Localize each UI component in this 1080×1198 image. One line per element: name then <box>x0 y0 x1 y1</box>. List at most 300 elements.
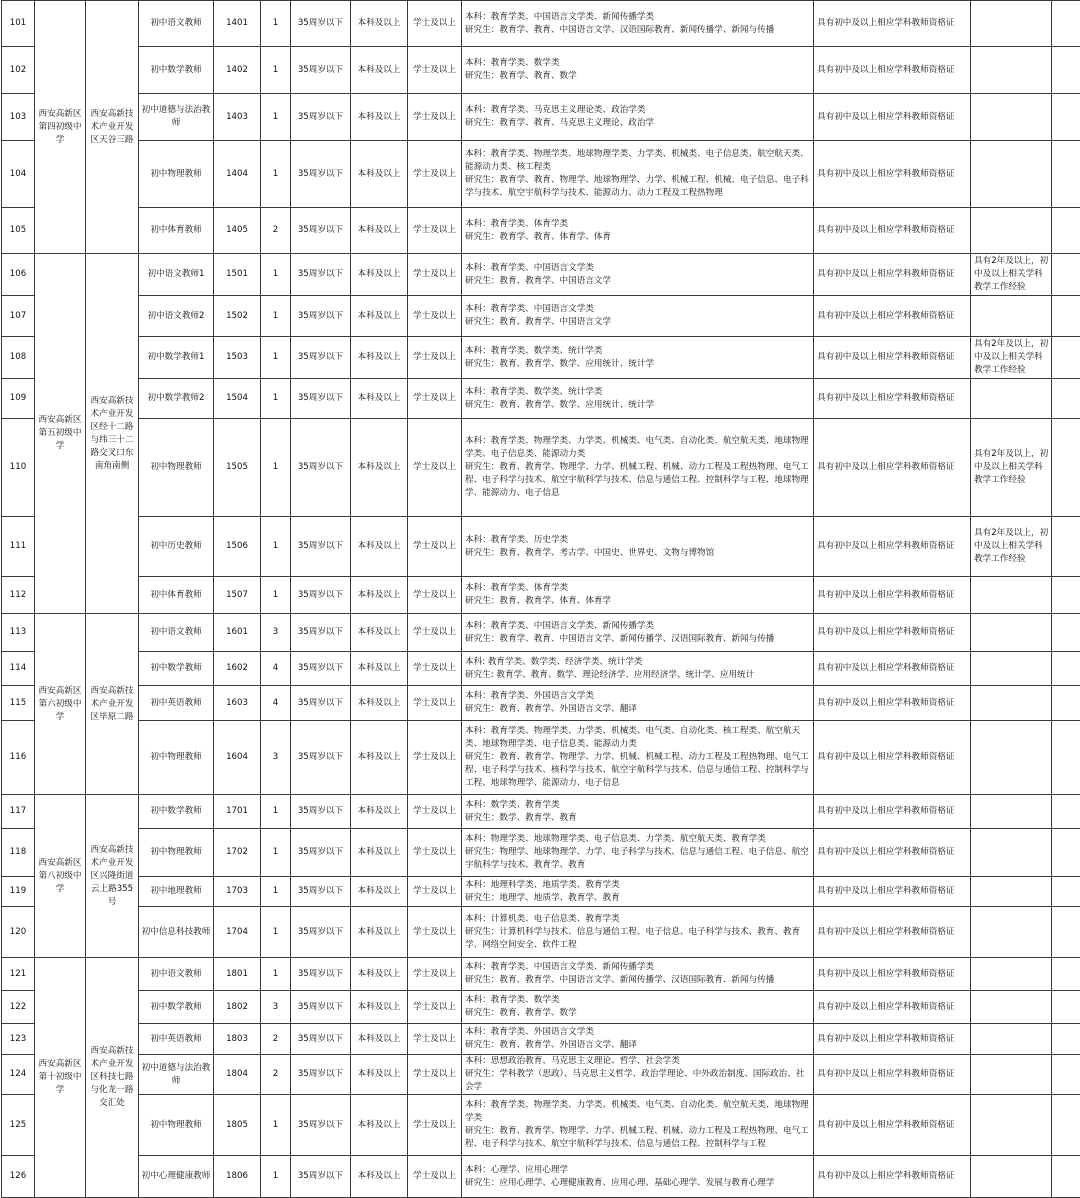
age-requirement: 35周岁以下 <box>291 1055 351 1095</box>
other-requirement <box>971 208 1052 254</box>
table-row <box>2 721 1080 795</box>
row-number: 120 <box>2 907 35 958</box>
major-requirement: 本科：教育学类、数学类 研究生：教育、教育学、数学 <box>462 991 814 1024</box>
major-requirement: 本科：地理科学类、地质学类、教育学类 研究生：地理学、地质学、教育学、教育 <box>462 877 814 907</box>
major-requirement: 本科：物理学类、地球物理学类、电子信息类、力学类、航空航天类、教育学类 研究生：物理学、地球物理学、力学、电子科学与技术、信息与通信工程、电子信息、航空宇航科学与技术、教育学、教育 <box>462 829 814 877</box>
education-requirement: 本科及以上 <box>351 991 408 1024</box>
certificate-requirement: 具有初中及以上相应学科教师资格证 <box>814 1 971 47</box>
degree-requirement: 学士及以上 <box>408 795 462 829</box>
hire-count: 1 <box>261 577 291 614</box>
age-requirement: 35周岁以下 <box>291 958 351 991</box>
position-name: 初中物理教师 <box>139 1095 214 1156</box>
table-row <box>2 517 1080 577</box>
row-number: 121 <box>2 958 35 991</box>
education-requirement: 本科及以上 <box>351 614 408 652</box>
degree-requirement: 学士及以上 <box>408 419 462 517</box>
hire-count: 1 <box>261 379 291 419</box>
degree-requirement: 学士及以上 <box>408 877 462 907</box>
position-code: 1604 <box>214 721 261 795</box>
age-requirement: 35周岁以下 <box>291 652 351 686</box>
recruitment-table <box>1 0 1080 1198</box>
remark-cell <box>1052 296 1080 337</box>
education-requirement: 本科及以上 <box>351 1095 408 1156</box>
education-requirement: 本科及以上 <box>351 94 408 141</box>
education-requirement: 本科及以上 <box>351 652 408 686</box>
remark-cell <box>1052 94 1080 141</box>
remark-cell <box>1052 141 1080 208</box>
table-row <box>2 94 1080 141</box>
remark-cell <box>1052 958 1080 991</box>
table-row <box>2 208 1080 254</box>
school-name: 西安高新区第十初级中学 <box>35 958 86 1198</box>
remark-cell <box>1052 1024 1080 1055</box>
remark-cell <box>1052 1055 1080 1095</box>
certificate-requirement: 具有初中及以上相应学科教师资格证 <box>814 1095 971 1156</box>
hire-count: 1 <box>261 795 291 829</box>
degree-requirement: 学士及以上 <box>408 517 462 577</box>
degree-requirement: 学士及以上 <box>408 1095 462 1156</box>
degree-requirement: 学士及以上 <box>408 254 462 296</box>
position-code: 1507 <box>214 577 261 614</box>
age-requirement: 35周岁以下 <box>291 419 351 517</box>
table-row <box>2 614 1080 652</box>
other-requirement <box>971 141 1052 208</box>
position-code: 1602 <box>214 652 261 686</box>
position-code: 1402 <box>214 47 261 94</box>
hire-count: 1 <box>261 907 291 958</box>
position-name: 初中数学教师 <box>139 652 214 686</box>
major-requirement: 本科：教育学类、体育学类 研究生：教育学、教育、体育学、体育 <box>462 208 814 254</box>
hire-count: 2 <box>261 1024 291 1055</box>
position-code: 1702 <box>214 829 261 877</box>
school-address: 西安高新技术产业开发区天谷三路 <box>86 1 139 254</box>
row-number: 109 <box>2 379 35 419</box>
hire-count: 1 <box>261 141 291 208</box>
education-requirement: 本科及以上 <box>351 296 408 337</box>
table-row <box>2 1024 1080 1055</box>
education-requirement: 本科及以上 <box>351 379 408 419</box>
degree-requirement: 学士及以上 <box>408 1055 462 1095</box>
table-row <box>2 907 1080 958</box>
education-requirement: 本科及以上 <box>351 958 408 991</box>
age-requirement: 35周岁以下 <box>291 721 351 795</box>
major-requirement: 本科：教育学类、中国语言文学类、新闻传播学类 研究生：教育学、教育、中国语言文学、汉语国际教育、新闻传播学、新闻与传播 <box>462 1 814 47</box>
other-requirement <box>971 686 1052 721</box>
hire-count: 2 <box>261 1055 291 1095</box>
remark-cell <box>1052 1156 1080 1198</box>
degree-requirement: 学士及以上 <box>408 94 462 141</box>
major-requirement: 本科：教育学类、中国语言文学类、新闻传播学类 研究生：教育学、教育、中国语言文学、新闻传播学、汉语国际教育、新闻与传播 <box>462 614 814 652</box>
table-row <box>2 1055 1080 1095</box>
position-code: 1704 <box>214 907 261 958</box>
certificate-requirement: 具有初中及以上相应学科教师资格证 <box>814 829 971 877</box>
other-requirement <box>971 795 1052 829</box>
position-code: 1603 <box>214 686 261 721</box>
remark-cell <box>1052 47 1080 94</box>
education-requirement: 本科及以上 <box>351 47 408 94</box>
certificate-requirement: 具有初中及以上相应学科教师资格证 <box>814 208 971 254</box>
table-row <box>2 141 1080 208</box>
position-name: 初中物理教师 <box>139 141 214 208</box>
education-requirement: 本科及以上 <box>351 829 408 877</box>
position-name: 初中历史教师 <box>139 517 214 577</box>
age-requirement: 35周岁以下 <box>291 296 351 337</box>
certificate-requirement: 具有初中及以上相应学科教师资格证 <box>814 907 971 958</box>
major-requirement: 本科：教育学类、中国语言文学类 研究生：教育、教育学、中国语言文学 <box>462 254 814 296</box>
education-requirement: 本科及以上 <box>351 1156 408 1198</box>
age-requirement: 35周岁以下 <box>291 686 351 721</box>
position-name: 初中物理教师 <box>139 419 214 517</box>
certificate-requirement: 具有初中及以上相应学科教师资格证 <box>814 141 971 208</box>
position-code: 1801 <box>214 958 261 991</box>
remark-cell <box>1052 614 1080 652</box>
position-code: 1403 <box>214 94 261 141</box>
major-requirement: 本科：教育学类、物理学类、力学类、机械类、电气类、自动化类、航空航天类、地球物理学类 研究生：教育、教育学、物理学、力学、机械工程、机械、动力工程及工程热物理、电气工程、电子科学与技术、航空宇航科学与技术、信息与通信工程、控制科学与工程 <box>462 1095 814 1156</box>
row-number: 113 <box>2 614 35 652</box>
education-requirement: 本科及以上 <box>351 208 408 254</box>
remark-cell <box>1052 877 1080 907</box>
table-row <box>2 1156 1080 1198</box>
education-requirement: 本科及以上 <box>351 1 408 47</box>
school-name: 西安高新区第八初级中学 <box>35 795 86 958</box>
degree-requirement: 学士及以上 <box>408 1156 462 1198</box>
position-name: 初中语文教师 <box>139 958 214 991</box>
row-number: 114 <box>2 652 35 686</box>
education-requirement: 本科及以上 <box>351 877 408 907</box>
certificate-requirement: 具有初中及以上相应学科教师资格证 <box>814 686 971 721</box>
position-name: 初中数学教师2 <box>139 379 214 419</box>
other-requirement: 具有2年及以上，初中及以上相关学科教学工作经验 <box>971 337 1052 379</box>
hire-count: 1 <box>261 47 291 94</box>
age-requirement: 35周岁以下 <box>291 94 351 141</box>
certificate-requirement: 具有初中及以上相应学科教师资格证 <box>814 721 971 795</box>
age-requirement: 35周岁以下 <box>291 517 351 577</box>
position-code: 1804 <box>214 1055 261 1095</box>
certificate-requirement: 具有初中及以上相应学科教师资格证 <box>814 337 971 379</box>
position-name: 初中英语教师 <box>139 686 214 721</box>
hire-count: 1 <box>261 419 291 517</box>
other-requirement <box>971 94 1052 141</box>
row-number: 107 <box>2 296 35 337</box>
education-requirement: 本科及以上 <box>351 907 408 958</box>
hire-count: 1 <box>261 1095 291 1156</box>
age-requirement: 35周岁以下 <box>291 877 351 907</box>
age-requirement: 35周岁以下 <box>291 1095 351 1156</box>
degree-requirement: 学士及以上 <box>408 991 462 1024</box>
other-requirement <box>971 652 1052 686</box>
position-name: 初中体育教师 <box>139 577 214 614</box>
table-row <box>2 958 1080 991</box>
hire-count: 1 <box>261 1156 291 1198</box>
position-code: 1601 <box>214 614 261 652</box>
major-requirement: 本科：心理学、应用心理学 研究生：应用心理学、心理健康教育、应用心理、基础心理学、发展与教育心理学 <box>462 1156 814 1198</box>
other-requirement <box>971 1156 1052 1198</box>
position-code: 1501 <box>214 254 261 296</box>
position-code: 1502 <box>214 296 261 337</box>
table-row <box>2 686 1080 721</box>
certificate-requirement: 具有初中及以上相应学科教师资格证 <box>814 379 971 419</box>
age-requirement: 35周岁以下 <box>291 1024 351 1055</box>
hire-count: 2 <box>261 208 291 254</box>
position-code: 1504 <box>214 379 261 419</box>
degree-requirement: 学士及以上 <box>408 577 462 614</box>
table-row <box>2 829 1080 877</box>
major-requirement: 本科：教育学类、数学类 研究生：教育学、教育、数学 <box>462 47 814 94</box>
other-requirement <box>971 614 1052 652</box>
remark-cell <box>1052 795 1080 829</box>
row-number: 125 <box>2 1095 35 1156</box>
degree-requirement: 学士及以上 <box>408 379 462 419</box>
row-number: 102 <box>2 47 35 94</box>
major-requirement: 本科：教育学类、外国语言文学类 研究生：教育、教育学、外国语言文学、翻译 <box>462 1024 814 1055</box>
hire-count: 1 <box>261 337 291 379</box>
row-number: 106 <box>2 254 35 296</box>
row-number: 101 <box>2 1 35 47</box>
remark-cell <box>1052 254 1080 296</box>
position-name: 初中语文教师 <box>139 614 214 652</box>
certificate-requirement: 具有初中及以上相应学科教师资格证 <box>814 877 971 907</box>
degree-requirement: 学士及以上 <box>408 141 462 208</box>
position-name: 初中体育教师 <box>139 208 214 254</box>
other-requirement <box>971 829 1052 877</box>
hire-count: 3 <box>261 991 291 1024</box>
age-requirement: 35周岁以下 <box>291 577 351 614</box>
age-requirement: 35周岁以下 <box>291 795 351 829</box>
certificate-requirement: 具有初中及以上相应学科教师资格证 <box>814 296 971 337</box>
school-name: 西安高新区第五初级中学 <box>35 254 86 614</box>
hire-count: 4 <box>261 652 291 686</box>
row-number: 117 <box>2 795 35 829</box>
degree-requirement: 学士及以上 <box>408 47 462 94</box>
row-number: 104 <box>2 141 35 208</box>
education-requirement: 本科及以上 <box>351 721 408 795</box>
hire-count: 1 <box>261 517 291 577</box>
certificate-requirement: 具有初中及以上相应学科教师资格证 <box>814 419 971 517</box>
age-requirement: 35周岁以下 <box>291 1 351 47</box>
row-number: 123 <box>2 1024 35 1055</box>
position-code: 1703 <box>214 877 261 907</box>
remark-cell <box>1052 208 1080 254</box>
position-name: 初中数学教师1 <box>139 337 214 379</box>
hire-count: 3 <box>261 614 291 652</box>
hire-count: 4 <box>261 686 291 721</box>
row-number: 111 <box>2 517 35 577</box>
degree-requirement: 学士及以上 <box>408 1 462 47</box>
position-code: 1503 <box>214 337 261 379</box>
degree-requirement: 学士及以上 <box>408 907 462 958</box>
age-requirement: 35周岁以下 <box>291 829 351 877</box>
hire-count: 1 <box>261 254 291 296</box>
table-row <box>2 254 1080 296</box>
other-requirement <box>971 991 1052 1024</box>
age-requirement: 35周岁以下 <box>291 141 351 208</box>
position-name: 初中地理教师 <box>139 877 214 907</box>
major-requirement: 本科：思想政治教育、马克思主义理论、哲学、社会学类 研究生：学科教学（思政）、马克思主义哲学、政治学理论、中外政治制度、国际政治、社会学 <box>462 1055 814 1095</box>
position-code: 1401 <box>214 1 261 47</box>
education-requirement: 本科及以上 <box>351 1055 408 1095</box>
school-name: 西安高新区第六初级中学 <box>35 614 86 795</box>
school-address: 西安高新技术产业开发区科技七路与化龙一路交汇处 <box>86 958 139 1198</box>
table-row <box>2 1 1080 47</box>
table-row <box>2 337 1080 379</box>
school-address: 西安高新技术产业开发区兴隆街道云上路355号 <box>86 795 139 958</box>
education-requirement: 本科及以上 <box>351 577 408 614</box>
degree-requirement: 学士及以上 <box>408 337 462 379</box>
major-requirement: 本科：教育学类、中国语言文学类、新闻传播学类 研究生：教育、教育学、中国语言文学、新闻传播学、汉语国际教育、新闻与传播 <box>462 958 814 991</box>
major-requirement: 本科：教育学类、数学类、统计学类 研究生：教育、教育学、数学、应用统计、统计学 <box>462 337 814 379</box>
remark-cell <box>1052 652 1080 686</box>
degree-requirement: 学士及以上 <box>408 296 462 337</box>
position-code: 1404 <box>214 141 261 208</box>
position-name: 初中英语教师 <box>139 1024 214 1055</box>
hire-count: 1 <box>261 829 291 877</box>
education-requirement: 本科及以上 <box>351 337 408 379</box>
major-requirement: 本科：教育学类、物理学类、力学类、机械类、电气类、自动化类、核工程类、航空航天类、地球物理学类、电子信息类、能源动力类 研究生：教育、教育学、物理学、力学、机械、机械工程、动力工程及工程热物理、电气工程、电子科学与技术、核科学与技术、航空宇航科学与技术、信息与通信工程、控制科学与工程、地球物理学、能源动力、电子信息 <box>462 721 814 795</box>
row-number: 126 <box>2 1156 35 1198</box>
other-requirement <box>971 1024 1052 1055</box>
position-name: 初中语文教师2 <box>139 296 214 337</box>
row-number: 124 <box>2 1055 35 1095</box>
age-requirement: 35周岁以下 <box>291 907 351 958</box>
education-requirement: 本科及以上 <box>351 686 408 721</box>
other-requirement <box>971 1 1052 47</box>
position-name: 初中数学教师 <box>139 795 214 829</box>
remark-cell <box>1052 991 1080 1024</box>
table-row <box>2 419 1080 517</box>
major-requirement: 本科：数学类、教育学类 研究生：数学、教育学、教育 <box>462 795 814 829</box>
age-requirement: 35周岁以下 <box>291 991 351 1024</box>
row-number: 105 <box>2 208 35 254</box>
other-requirement <box>971 296 1052 337</box>
other-requirement <box>971 721 1052 795</box>
row-number: 122 <box>2 991 35 1024</box>
row-number: 116 <box>2 721 35 795</box>
other-requirement <box>971 1055 1052 1095</box>
education-requirement: 本科及以上 <box>351 141 408 208</box>
hire-count: 1 <box>261 1 291 47</box>
row-number: 110 <box>2 419 35 517</box>
table-row <box>2 1095 1080 1156</box>
position-code: 1505 <box>214 419 261 517</box>
row-number: 119 <box>2 877 35 907</box>
position-name: 初中道德与法治教师 <box>139 94 214 141</box>
hire-count: 1 <box>261 877 291 907</box>
age-requirement: 35周岁以下 <box>291 379 351 419</box>
major-requirement: 本科：教育学类、历史学类 研究生：教育、教育学、考古学、中国史、世界史、文物与博物馆 <box>462 517 814 577</box>
position-name: 初中心理健康教师 <box>139 1156 214 1198</box>
degree-requirement: 学士及以上 <box>408 829 462 877</box>
remark-cell <box>1052 686 1080 721</box>
remark-cell <box>1052 829 1080 877</box>
degree-requirement: 学士及以上 <box>408 958 462 991</box>
position-name: 初中物理教师 <box>139 721 214 795</box>
row-number: 118 <box>2 829 35 877</box>
other-requirement <box>971 379 1052 419</box>
remark-cell <box>1052 419 1080 517</box>
remark-cell <box>1052 721 1080 795</box>
other-requirement: 具有2年及以上，初中及以上相关学科教学工作经验 <box>971 254 1052 296</box>
school-address: 西安高新技术产业开发区经十二路与纬三十二路交叉口东南角南侧 <box>86 254 139 614</box>
table-row <box>2 379 1080 419</box>
certificate-requirement: 具有初中及以上相应学科教师资格证 <box>814 1055 971 1095</box>
remark-cell <box>1052 577 1080 614</box>
table-row <box>2 877 1080 907</box>
certificate-requirement: 具有初中及以上相应学科教师资格证 <box>814 795 971 829</box>
row-number: 103 <box>2 94 35 141</box>
certificate-requirement: 具有初中及以上相应学科教师资格证 <box>814 517 971 577</box>
other-requirement: 具有2年及以上，初中及以上相关学科教学工作经验 <box>971 517 1052 577</box>
major-requirement: 本科：教育学类、马克思主义理论类、政治学类 研究生：教育学、教育、马克思主义理论、政治学 <box>462 94 814 141</box>
position-name: 初中数学教师 <box>139 991 214 1024</box>
degree-requirement: 学士及以上 <box>408 721 462 795</box>
certificate-requirement: 具有初中及以上相应学科教师资格证 <box>814 577 971 614</box>
position-name: 初中语文教师1 <box>139 254 214 296</box>
position-code: 1802 <box>214 991 261 1024</box>
certificate-requirement: 具有初中及以上相应学科教师资格证 <box>814 1156 971 1198</box>
education-requirement: 本科及以上 <box>351 517 408 577</box>
other-requirement <box>971 1095 1052 1156</box>
age-requirement: 35周岁以下 <box>291 614 351 652</box>
certificate-requirement: 具有初中及以上相应学科教师资格证 <box>814 254 971 296</box>
certificate-requirement: 具有初中及以上相应学科教师资格证 <box>814 1024 971 1055</box>
position-code: 1803 <box>214 1024 261 1055</box>
hire-count: 1 <box>261 296 291 337</box>
position-name: 初中道德与法治教师 <box>139 1055 214 1095</box>
degree-requirement: 学士及以上 <box>408 652 462 686</box>
major-requirement: 本科：教育学类、体育学类 研究生：教育、教育学、体育、体育学 <box>462 577 814 614</box>
education-requirement: 本科及以上 <box>351 795 408 829</box>
position-code: 1805 <box>214 1095 261 1156</box>
degree-requirement: 学士及以上 <box>408 686 462 721</box>
degree-requirement: 学士及以上 <box>408 208 462 254</box>
major-requirement: 本科：教育学类、数学类、统计学类 研究生：教育、教育学、数学、应用统计、统计学 <box>462 379 814 419</box>
degree-requirement: 学士及以上 <box>408 614 462 652</box>
position-name: 初中数学教师 <box>139 47 214 94</box>
other-requirement <box>971 577 1052 614</box>
position-code: 1701 <box>214 795 261 829</box>
position-code: 1405 <box>214 208 261 254</box>
major-requirement: 本科: 教育学类、数学类、经济学类、统计学类 研究生: 教育学、教育、数学、理论经济学、应用经济学、统计学、应用统计 <box>462 652 814 686</box>
certificate-requirement: 具有初中及以上相应学科教师资格证 <box>814 652 971 686</box>
certificate-requirement: 具有初中及以上相应学科教师资格证 <box>814 94 971 141</box>
certificate-requirement: 具有初中及以上相应学科教师资格证 <box>814 958 971 991</box>
row-number: 108 <box>2 337 35 379</box>
other-requirement: 具有2年及以上，初中及以上相关学科教学工作经验 <box>971 419 1052 517</box>
remark-cell <box>1052 1 1080 47</box>
row-number: 115 <box>2 686 35 721</box>
table-row <box>2 577 1080 614</box>
education-requirement: 本科及以上 <box>351 1024 408 1055</box>
position-name: 初中语文教师 <box>139 1 214 47</box>
hire-count: 1 <box>261 94 291 141</box>
age-requirement: 35周岁以下 <box>291 47 351 94</box>
school-name: 西安高新区第四初级中学 <box>35 1 86 254</box>
remark-cell <box>1052 517 1080 577</box>
major-requirement: 本科：教育学类、外国语言文学类 研究生：教育、教育学、外国语言文学、翻译 <box>462 686 814 721</box>
position-name: 初中物理教师 <box>139 829 214 877</box>
remark-cell <box>1052 907 1080 958</box>
table-row <box>2 795 1080 829</box>
position-code: 1806 <box>214 1156 261 1198</box>
major-requirement: 本科：教育学类、中国语言文学类 研究生：教育、教育学、中国语言文学 <box>462 296 814 337</box>
certificate-requirement: 具有初中及以上相应学科教师资格证 <box>814 47 971 94</box>
major-requirement: 本科：教育学类、物理学类、力学类、机械类、电气类、自动化类、航空航天类、地球物理学类、电子信息类、能源动力类 研究生：教育、教育学、物理学、力学、机械工程、机械、动力工程及工程热物理、电气工程、电子科学与技术、航空宇航科学与技术、信息与通信工程、控制科学与工程、地球物理学、能源动力、电子信息 <box>462 419 814 517</box>
other-requirement <box>971 877 1052 907</box>
table-row <box>2 991 1080 1024</box>
education-requirement: 本科及以上 <box>351 254 408 296</box>
other-requirement <box>971 958 1052 991</box>
age-requirement: 35周岁以下 <box>291 208 351 254</box>
